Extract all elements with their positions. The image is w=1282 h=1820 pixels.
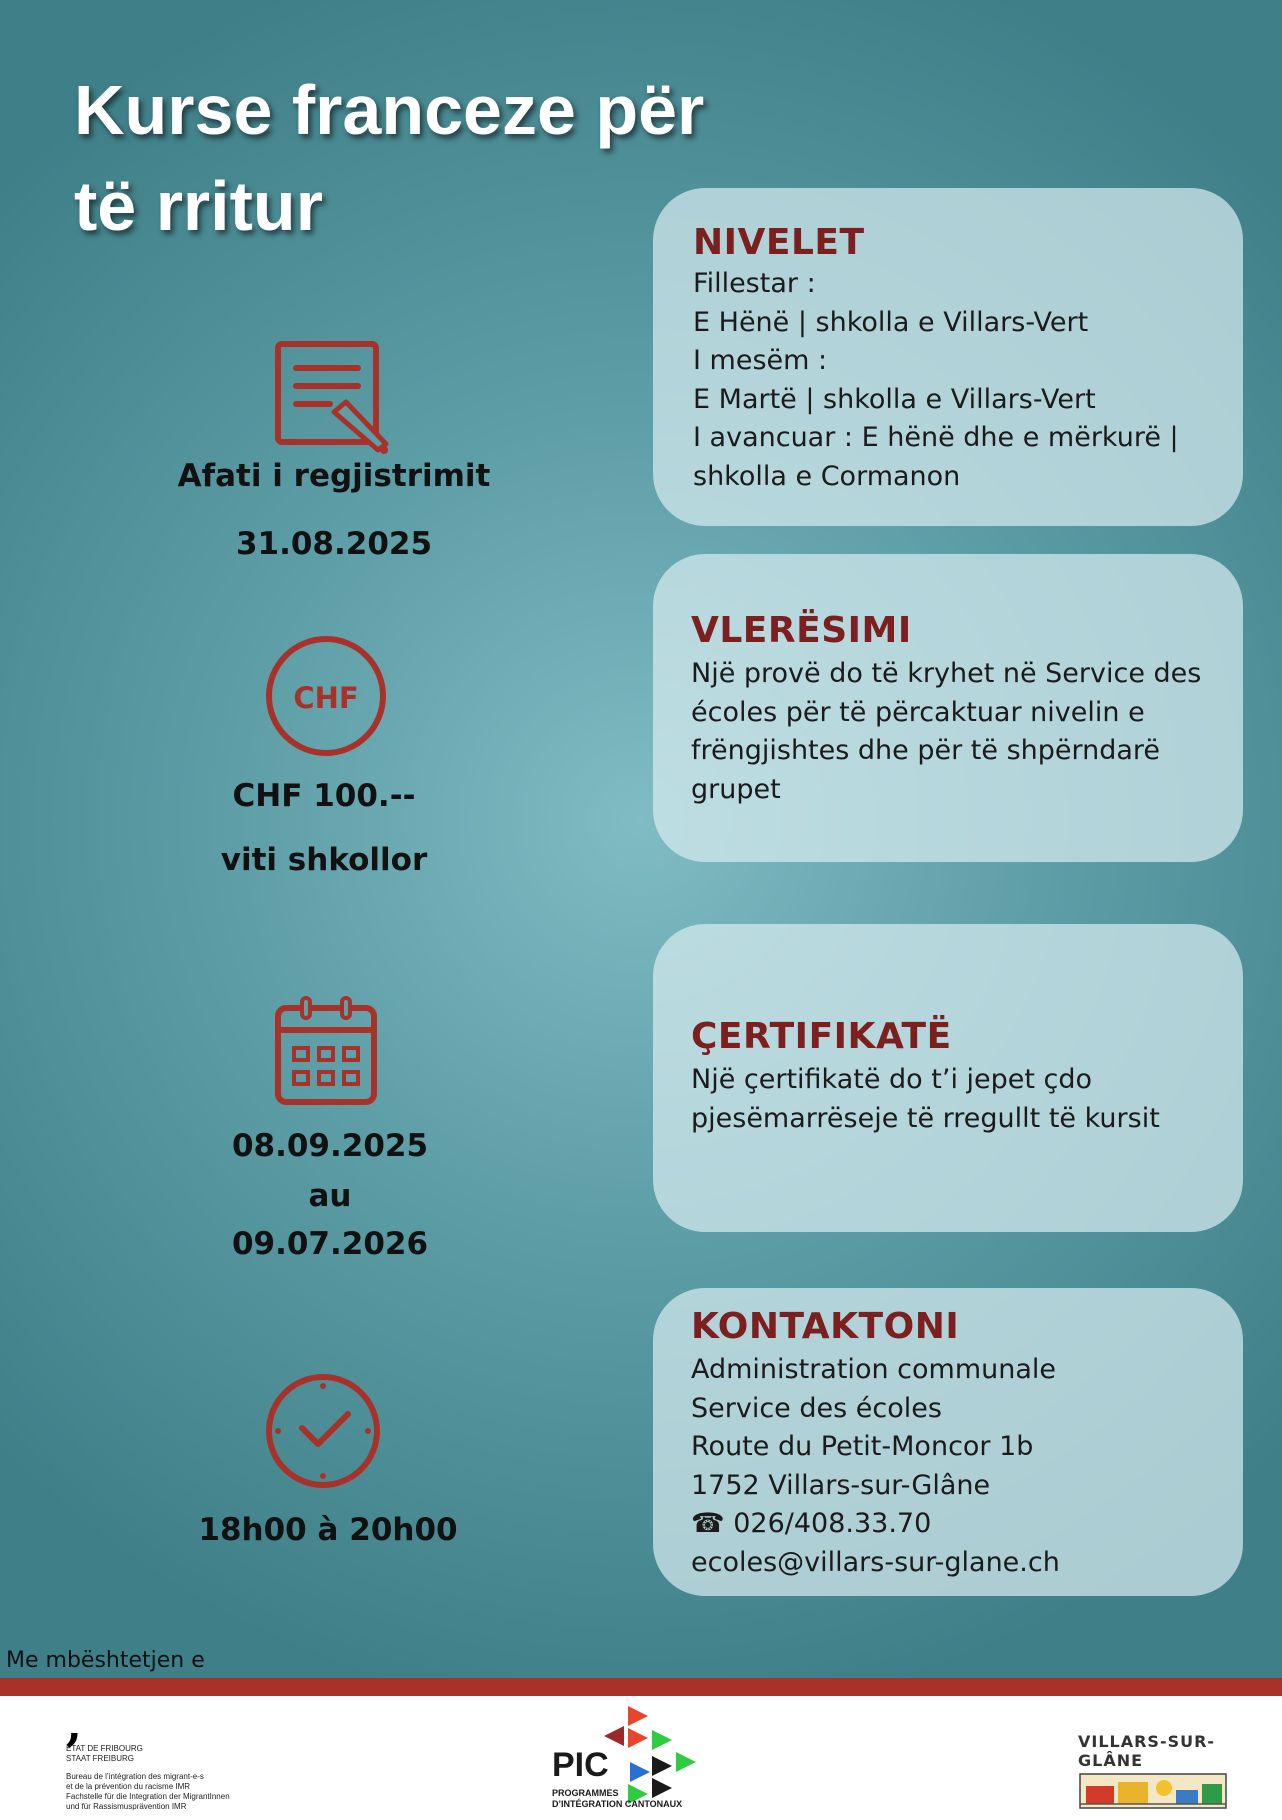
- contact-line: Administration communale: [691, 1354, 1057, 1385]
- certificate-list: [691, 1061, 1231, 1138]
- fribourg-comma-icon: ,: [66, 1697, 83, 1751]
- fribourg-office-4: und für Rassismusprävention IMR: [66, 1802, 187, 1811]
- footer-divider: [0, 1678, 1282, 1696]
- contact-heading: KONTAKTONI: [691, 1306, 960, 1347]
- title-line-1: Kurse franceze për: [74, 71, 705, 149]
- levels-line: shkolla e Cormanon: [693, 460, 961, 492]
- fribourg-office-2: et de la prévention du racisme IMR: [66, 1782, 191, 1791]
- certificate-heading: ÇERTIFIKATË: [691, 1016, 952, 1057]
- end-date: 09.07.2026: [231, 1226, 429, 1262]
- evaluation-heading: VLERËSIMI: [691, 610, 912, 651]
- villars-sur-glane-logo: [1078, 1732, 1248, 1802]
- document-pencil-icon: [272, 340, 394, 458]
- pic-subtitle: [552, 1788, 712, 1810]
- contact-card: [653, 1288, 1243, 1596]
- pic-sub-2: D’INTÉGRATION CANTONAUX: [552, 1799, 683, 1809]
- fribourg-office-1: Bureau de l’intégration des migrant-e-s: [66, 1772, 204, 1781]
- support-label: Me mbështetjen e: [6, 1648, 205, 1673]
- levels-line: E Martë | shkolla e Villars-Vert: [693, 383, 1096, 415]
- certificate-line: pjesëmarrëseje të rregullt të kursit: [691, 1102, 1160, 1134]
- clock-icon: [264, 1372, 382, 1490]
- levels-line: I mesëm :: [693, 345, 828, 376]
- contact-line: Service des écoles: [691, 1392, 942, 1424]
- contact-line: ☎ 026/408.33.70: [691, 1508, 932, 1539]
- contact-line: Route du Petit-Moncor 1b: [691, 1431, 1034, 1462]
- levels-line: E Hënë | shkolla e Villars-Vert: [693, 306, 1089, 338]
- title-line-2: të rritur: [74, 167, 323, 245]
- levels-line: Fillestar :: [693, 268, 816, 299]
- pic-logo: [550, 1704, 710, 1816]
- fribourg-logo: [66, 1697, 286, 1812]
- levels-line: I avancuar : E hënë dhe e mërkurë |: [693, 422, 1179, 453]
- fribourg-name-de: STAAT FREIBURG: [66, 1754, 135, 1763]
- evaluation-line: écoles për të përcaktuar nivelin e: [691, 696, 1145, 728]
- footer: [0, 1696, 1282, 1820]
- course-time: 18h00 à 20h00: [198, 1512, 458, 1548]
- levels-heading: NIVELET: [693, 222, 865, 263]
- contact-line: ecoles@villars-sur-glane.ch: [691, 1546, 1060, 1578]
- contact-list: [691, 1351, 1231, 1582]
- price-period: viti shkollor: [220, 842, 428, 878]
- calendar-icon: [274, 996, 378, 1106]
- vsg-emblem-icon: [1078, 1772, 1228, 1810]
- registration-label: Afati i regjistrimit: [177, 458, 491, 494]
- certificate-line: Një çertifikatë do t’i jepet çdo: [691, 1064, 1093, 1095]
- chf-badge-text: CHF: [293, 681, 359, 715]
- evaluation-card: [653, 554, 1243, 862]
- start-date: 08.09.2025: [231, 1128, 429, 1164]
- vsg-wordmark: VILLARS-SUR-GLÂNE: [1078, 1732, 1216, 1770]
- pic-sub-1: PROGRAMMES: [552, 1788, 619, 1798]
- evaluation-line: Një provë do të kryhet në Service des: [691, 658, 1202, 689]
- price: CHF 100.--: [232, 778, 416, 814]
- chf-coin-icon: [264, 634, 388, 758]
- levels-list: [693, 265, 1223, 496]
- certificate-card: [653, 924, 1243, 1232]
- date-connector: au: [308, 1178, 352, 1214]
- evaluation-line: frëngjishtes dhe për të shpërndarë: [691, 735, 1161, 766]
- evaluation-line: grupet: [691, 773, 781, 805]
- contact-line: 1752 Villars-sur-Glâne: [691, 1469, 991, 1501]
- evaluation-list: [691, 655, 1231, 809]
- registration-date: 31.08.2025: [235, 526, 433, 562]
- fribourg-name-fr: ETAT DE FRIBOURG: [66, 1744, 143, 1753]
- fribourg-office-3: Fachstelle für die Integration der MigrantInnen: [66, 1792, 230, 1801]
- levels-card: [653, 188, 1243, 526]
- pic-word: PIC: [552, 1746, 609, 1784]
